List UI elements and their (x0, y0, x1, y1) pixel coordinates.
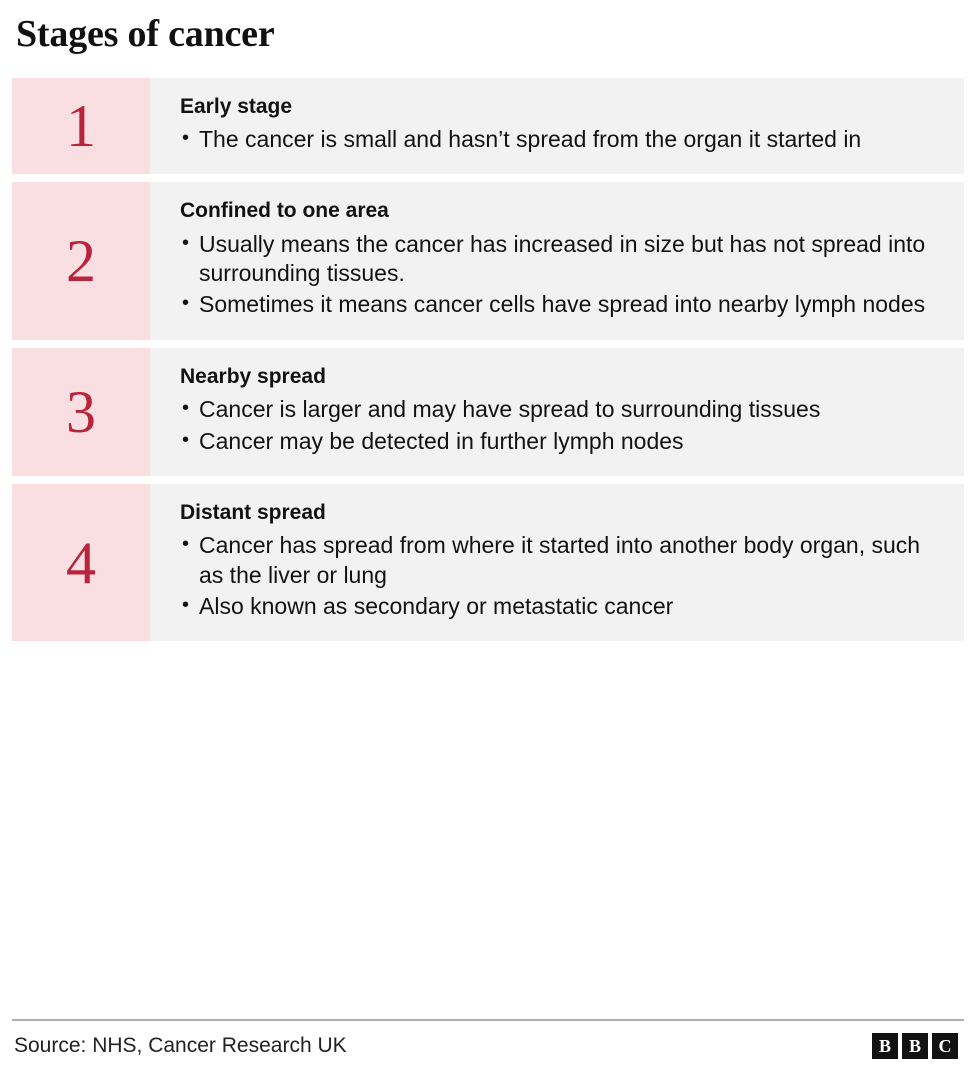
page-title: Stages of cancer (16, 13, 275, 55)
stage-number-cell (12, 484, 150, 642)
stage-number-cell (12, 348, 150, 476)
stage-number: 3 (66, 378, 96, 445)
stage-row (12, 348, 964, 476)
list-item: • Usually means the cancer has increased in size but has not spread into surrounding tissues. (180, 230, 946, 289)
bbc-logo-letter: C (932, 1033, 958, 1059)
stage-number: 1 (66, 93, 96, 160)
bbc-logo-letter: B (902, 1033, 928, 1059)
list-item: • Cancer has spread from where it started into another body organ, such as the liver or lung (180, 531, 946, 590)
stage-heading: Confined to one area (180, 199, 389, 223)
list-item: • Cancer may be detected in further lymph nodes (180, 427, 946, 456)
stage-body (150, 78, 964, 175)
stage-heading: Distant spread (180, 500, 326, 524)
stage-row (12, 182, 964, 340)
list-item: • Also known as secondary or metastatic cancer (180, 592, 946, 621)
bbc-logo-letter: B (872, 1033, 898, 1059)
stage-bullets (180, 230, 946, 320)
stage-row (12, 78, 964, 175)
stage-bullets (180, 531, 946, 621)
footer (12, 1019, 964, 1069)
stage-heading: Nearby spread (180, 364, 326, 388)
stage-number: 2 (66, 228, 96, 295)
stage-bullets (180, 395, 946, 456)
list-item: • Cancer is larger and may have spread to surrounding tissues (180, 395, 946, 424)
stage-body (150, 182, 964, 340)
stage-bullets (180, 125, 946, 154)
list-item: • Sometimes it means cancer cells have spread into nearby lymph nodes (180, 290, 946, 319)
stage-number-cell (12, 78, 150, 175)
stages-list (12, 78, 964, 642)
stage-number: 4 (66, 529, 96, 596)
bbc-logo (872, 1033, 958, 1059)
stage-row (12, 484, 964, 642)
source-label: Source: NHS, Cancer Research UK (14, 1034, 347, 1057)
stage-number-cell (12, 182, 150, 340)
stage-heading: Early stage (180, 94, 293, 118)
stage-body (150, 348, 964, 476)
stage-body (150, 484, 964, 642)
list-item: • The cancer is small and hasn’t spread from the organ it started in (180, 125, 946, 154)
